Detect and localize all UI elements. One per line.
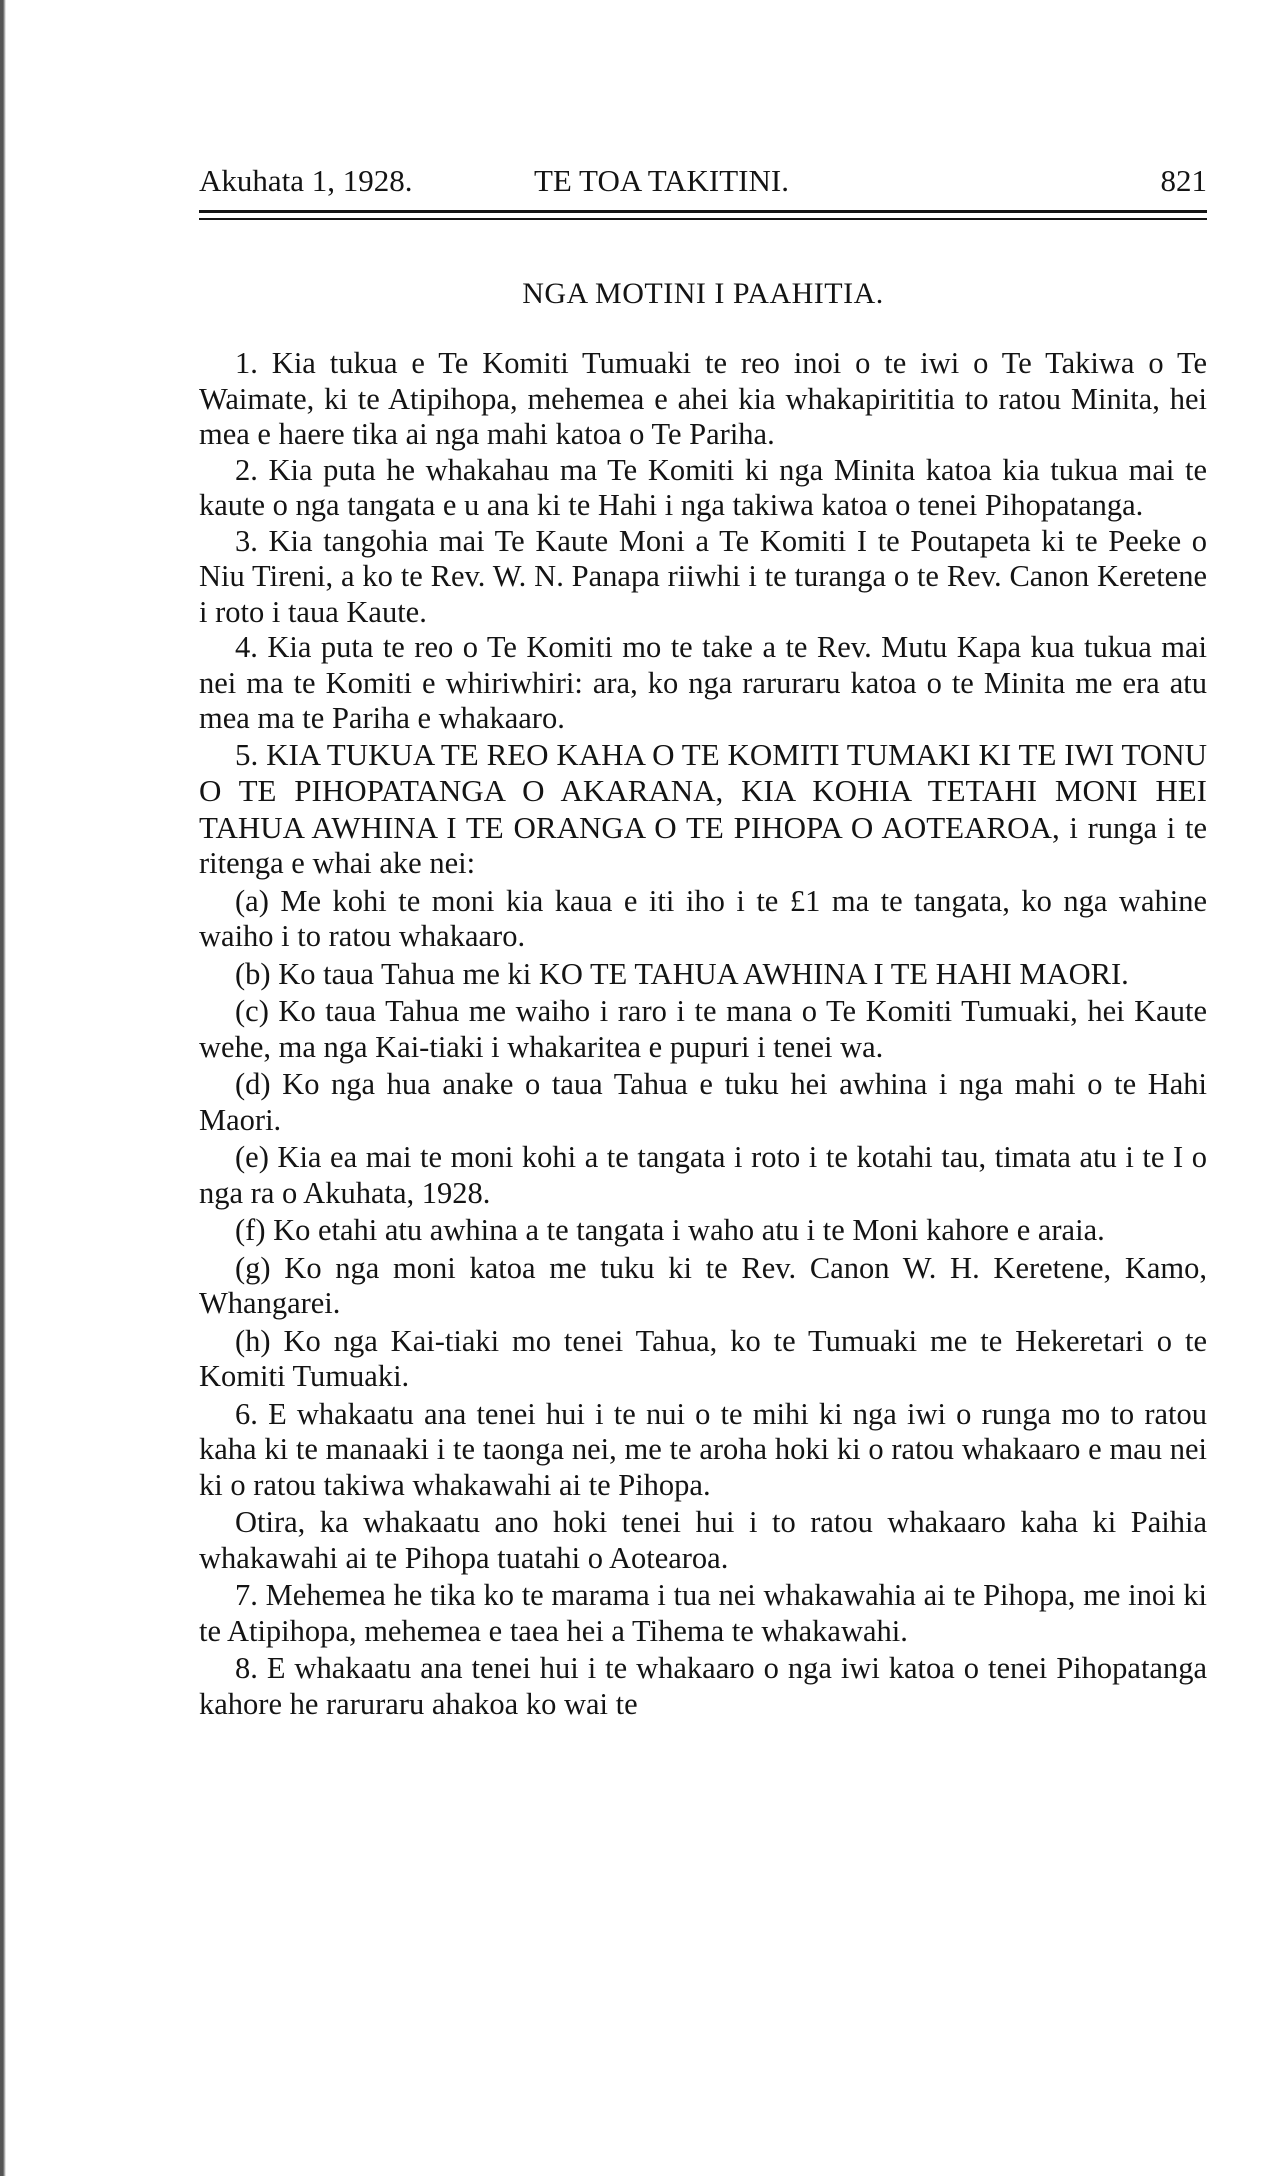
header-double-rule: [199, 210, 1207, 220]
article-body: [199, 346, 1207, 1722]
paragraph-3: 3. Kia tangohia mai Te Kaute Moni a Te Komiti I te Poutapeta ki te Peeke o Niu Tireni, a ko te Rev. W. N. Panapa riiwhi i te turanga o te Rev. Canon Keretene i roto i taua Kaute.: [199, 523, 1207, 629]
sub-item-a: (a) Me kohi te moni kia kaua e iti iho i te £1 ma te tangata, ko nga wahine waiho i to ratou whakaaro.: [199, 883, 1207, 953]
resolution-5-rest: i runga i te ritenga e whai ake nei:: [199, 810, 1207, 880]
resolution-5-caps: 5. KIA TUKUA TE REO KAHA O TE KOMITI TUMAKI KI TE IWI TONU O TE PIHOPATANGA O AKARANA, KIA KOHIA TETAHI MONI HEI TAHUA AWHINA I TE ORANGA O TE PIHOPA O AOTEAROA,: [199, 736, 1207, 845]
paragraph-8: 8. E whakaatu ana tenei hui i te whakaaro o nga iwi katoa o tenei Pihopatanga kahore he raruraru ahakoa ko wai te: [199, 1651, 1207, 1721]
header-page-number: 821: [1160, 163, 1207, 198]
paragraph-6: 6. E whakaatu ana tenei hui i te nui o te mihi ki nga iwi o runga mo to ratou kaha ki te manaaki i te taonga nei, me te aroha hoki ki o ratou whakaaro e mau nei ki o ratou takiwa whakawahi ai te Pihopa.: [199, 1396, 1207, 1502]
sub-item-f: (f) Ko etahi atu awhina a te tangata i waho atu i te Moni kahore e araia.: [235, 1213, 1105, 1247]
paragraph-7: 7. Mehemea he tika ko te marama i tua nei whakawahia ai te Pihopa, me inoi ki te Atipihopa, mehemea e taea hei a Tihema te whakawahi.: [199, 1578, 1207, 1648]
sub-item-h: (h) Ko nga Kai-tiaki mo tenei Tahua, ko te Tumuaki me te Hekeretari o te Komiti Tumuaki.: [199, 1323, 1207, 1393]
header-date: Akuhata 1, 1928.: [199, 163, 413, 198]
paragraph-5: [199, 737, 1207, 882]
sub-item-c: (c) Ko taua Tahua me waiho i raro i te mana o Te Komiti Tumuaki, hei Kaute wehe, ma nga Kai-tiaki i whakaritea e pupuri i tenei wa.: [199, 994, 1207, 1064]
paragraph-1: 1. Kia tukua e Te Komiti Tumuaki te reo inoi o te iwi o Te Takiwa o Te Waimate, ki te Atipihopa, mehemea e ahei kia whakapirititia to ratou Minita, hei mea e haere tika ai nga mahi katoa o Te Pariha.: [199, 346, 1207, 451]
sub-item-d: (d) Ko nga hua anake o taua Tahua e tuku hei awhina i nga mahi o te Hahi Maori.: [199, 1067, 1207, 1137]
magazine-page: [199, 160, 1207, 1722]
running-header: [199, 160, 1207, 202]
section-title: NGA MOTINI I PAAHITIA.: [522, 277, 884, 310]
paragraph-4: 4. Kia puta te reo o Te Komiti mo te take a te Rev. Mutu Kapa kua tukua mai nei ma te Komiti e whiriwhiri: ara, ko nga raruraru katoa o te Minita me era atu mea ma te Pariha e whakaaro.: [199, 630, 1207, 735]
paragraph-2: 2. Kia puta he whakahau ma Te Komiti ki nga Minita katoa kia tukua mai te kaute o nga tangata e u ana ki te Hahi i nga takiwa katoa o tenei Pihopatanga.: [199, 452, 1207, 522]
sub-item-e: (e) Kia ea mai te moni kohi a te tangata i roto i te kotahi tau, timata atu i te I o nga ra o Akuhata, 1928.: [199, 1140, 1207, 1210]
page-edge-shadow: [0, 0, 8, 2176]
paragraph-6-continued: Otira, ka whakaatu ano hoki tenei hui i to ratou whakaaro kaha ki Paihia whakawahi ai te Pihopa tuatahi o Aotearoa.: [199, 1505, 1207, 1575]
header-publication-title: TE TOA TAKITINI.: [534, 163, 789, 198]
sub-item-g: (g) Ko nga moni katoa me tuku ki te Rev. Canon W. H. Keretene, Kamo, Whangarei.: [199, 1250, 1207, 1320]
sub-item-b: (b) Ko taua Tahua me ki KO TE TAHUA AWHINA I TE HAHI MAORI.: [235, 956, 1129, 991]
